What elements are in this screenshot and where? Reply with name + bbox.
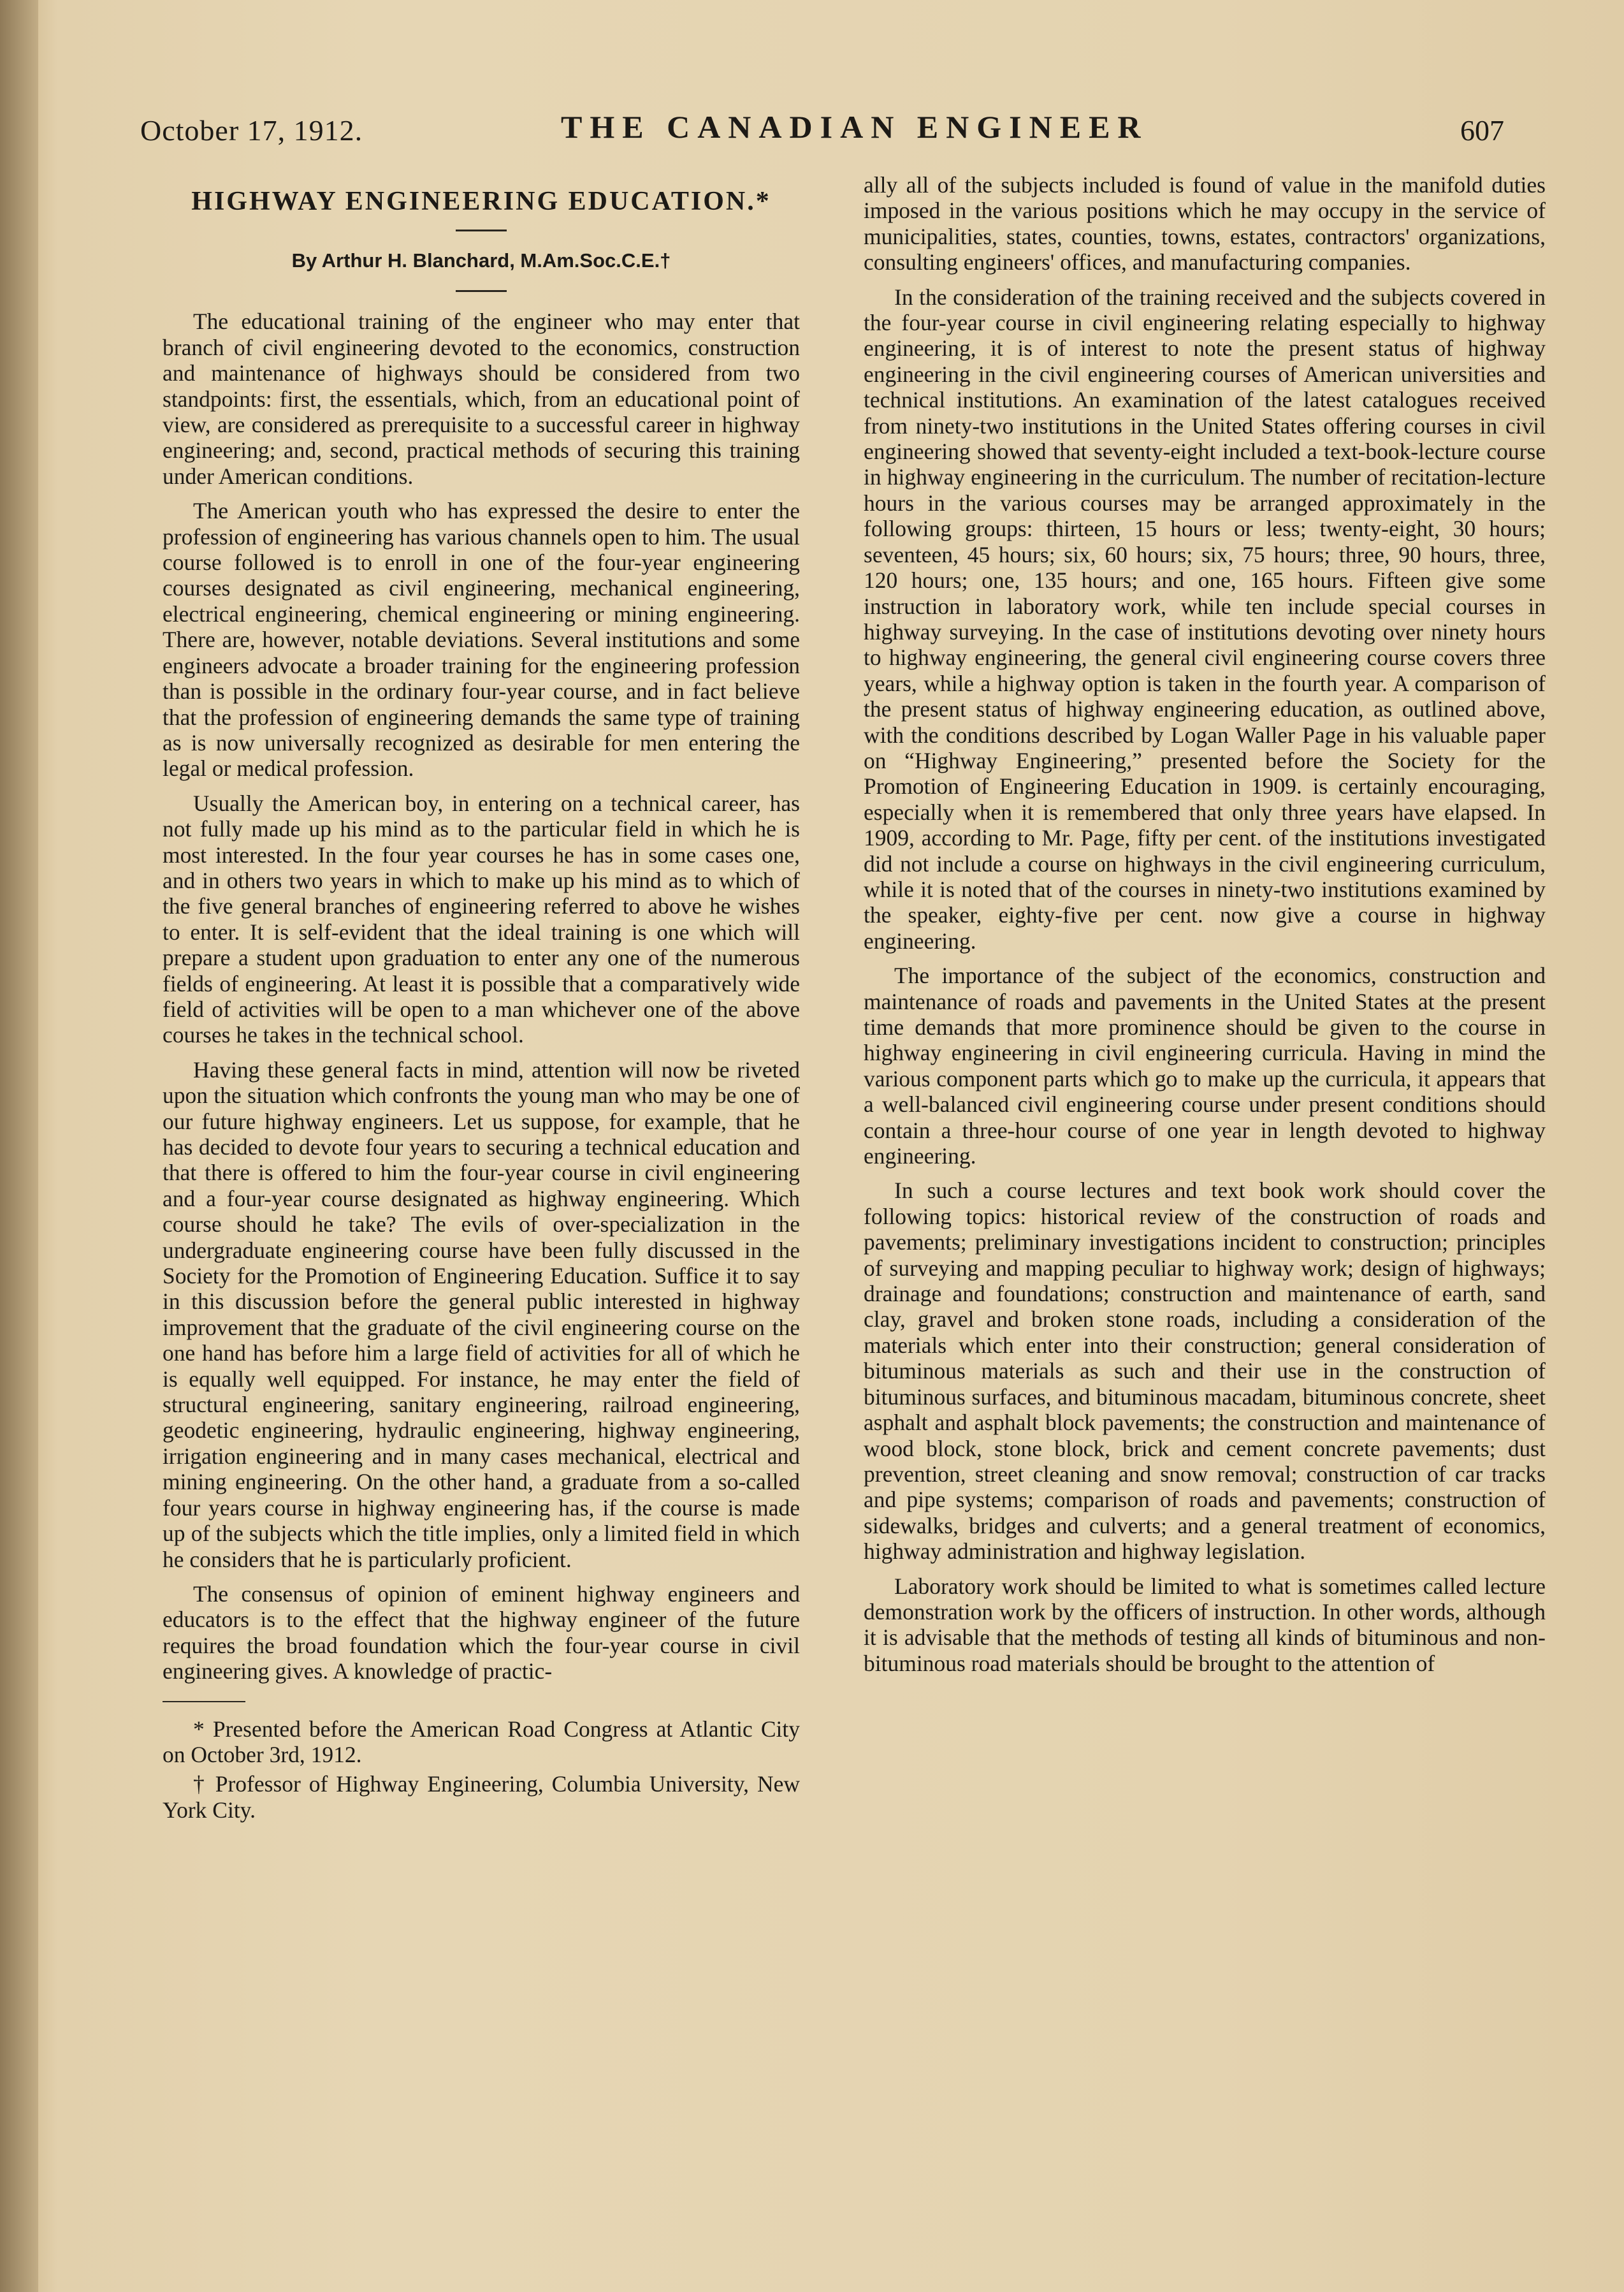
running-head: [140, 108, 1530, 159]
footnote-rule: [163, 1701, 245, 1702]
paragraph: ally all of the subjects included is found of value in the manifold duties imposed in the various positions which he may occupy in the service of municipalities, states, counties, towns, estates, contractors' organizations, consulting engineers' offices, and manufacturing companies.: [864, 172, 1546, 275]
paragraph: Having these general facts in mind, attention will now be riveted upon the situation which confronts the young man who may be one of our future highway engineers. Let us suppose, for example, that he has decided to devote four years to securing a technical education and that there is offered to him the four-year course in civil engineering and a four-year course designated as highway engineering. Which course should he take? The evils of over-specialization in the undergraduate engineering course have been fully discussed in the Society for the Promotion of Engineering Education. Suffice it to say in this discussion before the general public interested in highway improvement that the graduate of the civil engineering course on the one hand has before him a large field of activities for all of which he is equally well equipped. For instance, he may enter the field of structural engineering, sanitary engineering, railroad engineering, geodetic engineering, hydraulic engineering, highway engineering, irrigation engineering and in many cases mechanical, electrical and mining engineering. On the other hand, a graduate from a so-called four years course in highway engineering has, if the course is made up of the subjects which the title implies, only a limited field in which he considers that he is particularly proficient.: [163, 1056, 800, 1572]
paragraph: The consensus of opinion of eminent highway engineers and educators is to the effect that the highway engineer of the future requires the broad foundation which the four-year course in civil engineering gives. A knowledge of practic-: [163, 1580, 800, 1684]
paragraph: The importance of the subject of the economics, construction and maintenance of roads and pavements in the United States at the present time demands that more prominence should be given to the course in highway engineering in civil engineering curricula. Having in mind the various component parts which go to make up the curricula, it appears that a well-balanced civil engineering course under present conditions should contain a three-hour course of one year in length devoted to highway engineering.: [864, 963, 1546, 1169]
paragraph: Laboratory work should be limited to what is sometimes called lecture demonstration work by the officers of instruction. In other words, although it is advisable that the methods of testing all kinds of bituminous and non-bituminous road materials should be brought to the attention of: [864, 1573, 1546, 1676]
page-number: 607: [1460, 114, 1504, 147]
byline: By Arthur H. Blanchard, M.Am.Soc.C.E.†: [291, 249, 671, 272]
issue-date: October 17, 1912.: [140, 114, 363, 147]
journal-title: THE CANADIAN ENGINEER: [561, 109, 1149, 145]
article-title: HIGHWAY ENGINEERING EDUCATION.*: [191, 187, 771, 216]
paragraph: In such a course lectures and text book work should cover the following topics: historical review of the construction of roads and pavements; preliminary investigations incident to construction; principles of surveying and mapping peculiar to highway work; design of highways; drainage and foundations; construction and maintenance of earth, sand clay, gravel and broken stone roads, including a consideration of the materials which enter into their construction; general consideration of bituminous materials as such and their use in the construction of bituminous surfaces, and bituminous macadam, bituminous concrete, sheet asphalt and asphalt block pavements; the construction and maintenance of wood block, stone block, brick and cement concrete pavements; dust prevention, street cleaning and snow removal; construction of car tracks and pipe systems; comparison of roads and pavements; construction of sidewalks, bridges and culverts; and a general treatment of economics, highway administration and highway legislation.: [864, 1178, 1546, 1565]
paragraph: The educational training of the engineer who may enter that branch of civil engineering devoted to the economics, construction and maintenance of highways should be considered from two standpoints: first, the essentials, which, from an educational point of view, are considered as prerequisite to a successful career in highway engineering; and, second, practical methods of securing this training under American conditions.: [163, 309, 800, 489]
right-column: [864, 172, 1546, 1685]
title-rule: [456, 230, 507, 231]
paragraph: The American youth who has expressed the desire to enter the profession of engineering has various channels open to him. The usual course followed is to enroll in one of the four-year engineering courses designated as civil engineering, mechanical engineering, electrical engineering, chemical engineering or mining engineering. There are, however, notable deviations. Several institutions and some engineers advocate a broader training for the engineering profession than is possible in the ordinary four-year course, and in fact believe that the profession of engineering demands the same type of training as is now universally recognized as desirable for men entering the legal or medical profession.: [163, 498, 801, 782]
footnote: * Presented before the American Road Congress at Atlantic City on October 3rd, 1912.: [163, 1716, 800, 1767]
byline-rule: [456, 290, 507, 292]
paragraph: In the consideration of the training received and the subjects covered in the four-year course in civil engineering relating especially to highway engineering, it is of interest to note the present status of highway engineering in the civil engineering courses of American universities and technical institutions. An examination of the latest catalogues received from ninety-two institutions in the United States offering courses in civil engineering showed that seventy-eight included a text-book-lecture course in highway engineering in the curriculum. The number of recitation-lecture hours in the various courses may be arranged approximately in the following groups: thirteen, 15 hours or less; twenty-eight, 30 hours; seventeen, 45 hours; six, 60 hours; six, 75 hours; three, 90 hours, three, 120 hours; one, 135 hours; and one, 165 hours. Fifteen give some instruction in laboratory work, while ten include special courses in highway surveying. In the case of institutions devoting over ninety hours to highway engineering, the general civil engineering course covers three years, while a highway option is taken in the fourth year. A comparison of the present status of highway engineering education, as outlined above, with the conditions described by Logan Waller Page in his valuable paper on “Highway Engineering,” presented before the Society for the Promotion of Engineering Education in 1909. is certainly encouraging, especially when it is remembered that only three years have elapsed. In 1909, according to Mr. Page, fifty per cent. of the institutions investigated did not include a course on highways in the civil engineering curriculum, while it is noted that of the courses in ninety-two institutions examined by the speaker, eighty-five per cent. now give a course in highway engineering.: [864, 284, 1546, 954]
paragraph: Usually the American boy, in entering on a technical career, has not fully made up his mind as to the particular field in which he is most interested. In the four year courses he has in some cases one, and in others two years in which to make up his mind as to which of the five general branches of engineering referred to above he wishes to enter. It is self-evident that the ideal training is one which will prepare a student upon graduation to enter any one of the numerous fields of engineering. At least it is possible that a comparatively wide field of activities will be open to a man whichever one of the above courses he takes in the technical school.: [163, 790, 800, 1048]
page-binding-shadow: [0, 0, 38, 2292]
footnote: † Professor of Highway Engineering, Columbia University, New York City.: [163, 1771, 800, 1823]
left-column: [163, 179, 800, 1827]
